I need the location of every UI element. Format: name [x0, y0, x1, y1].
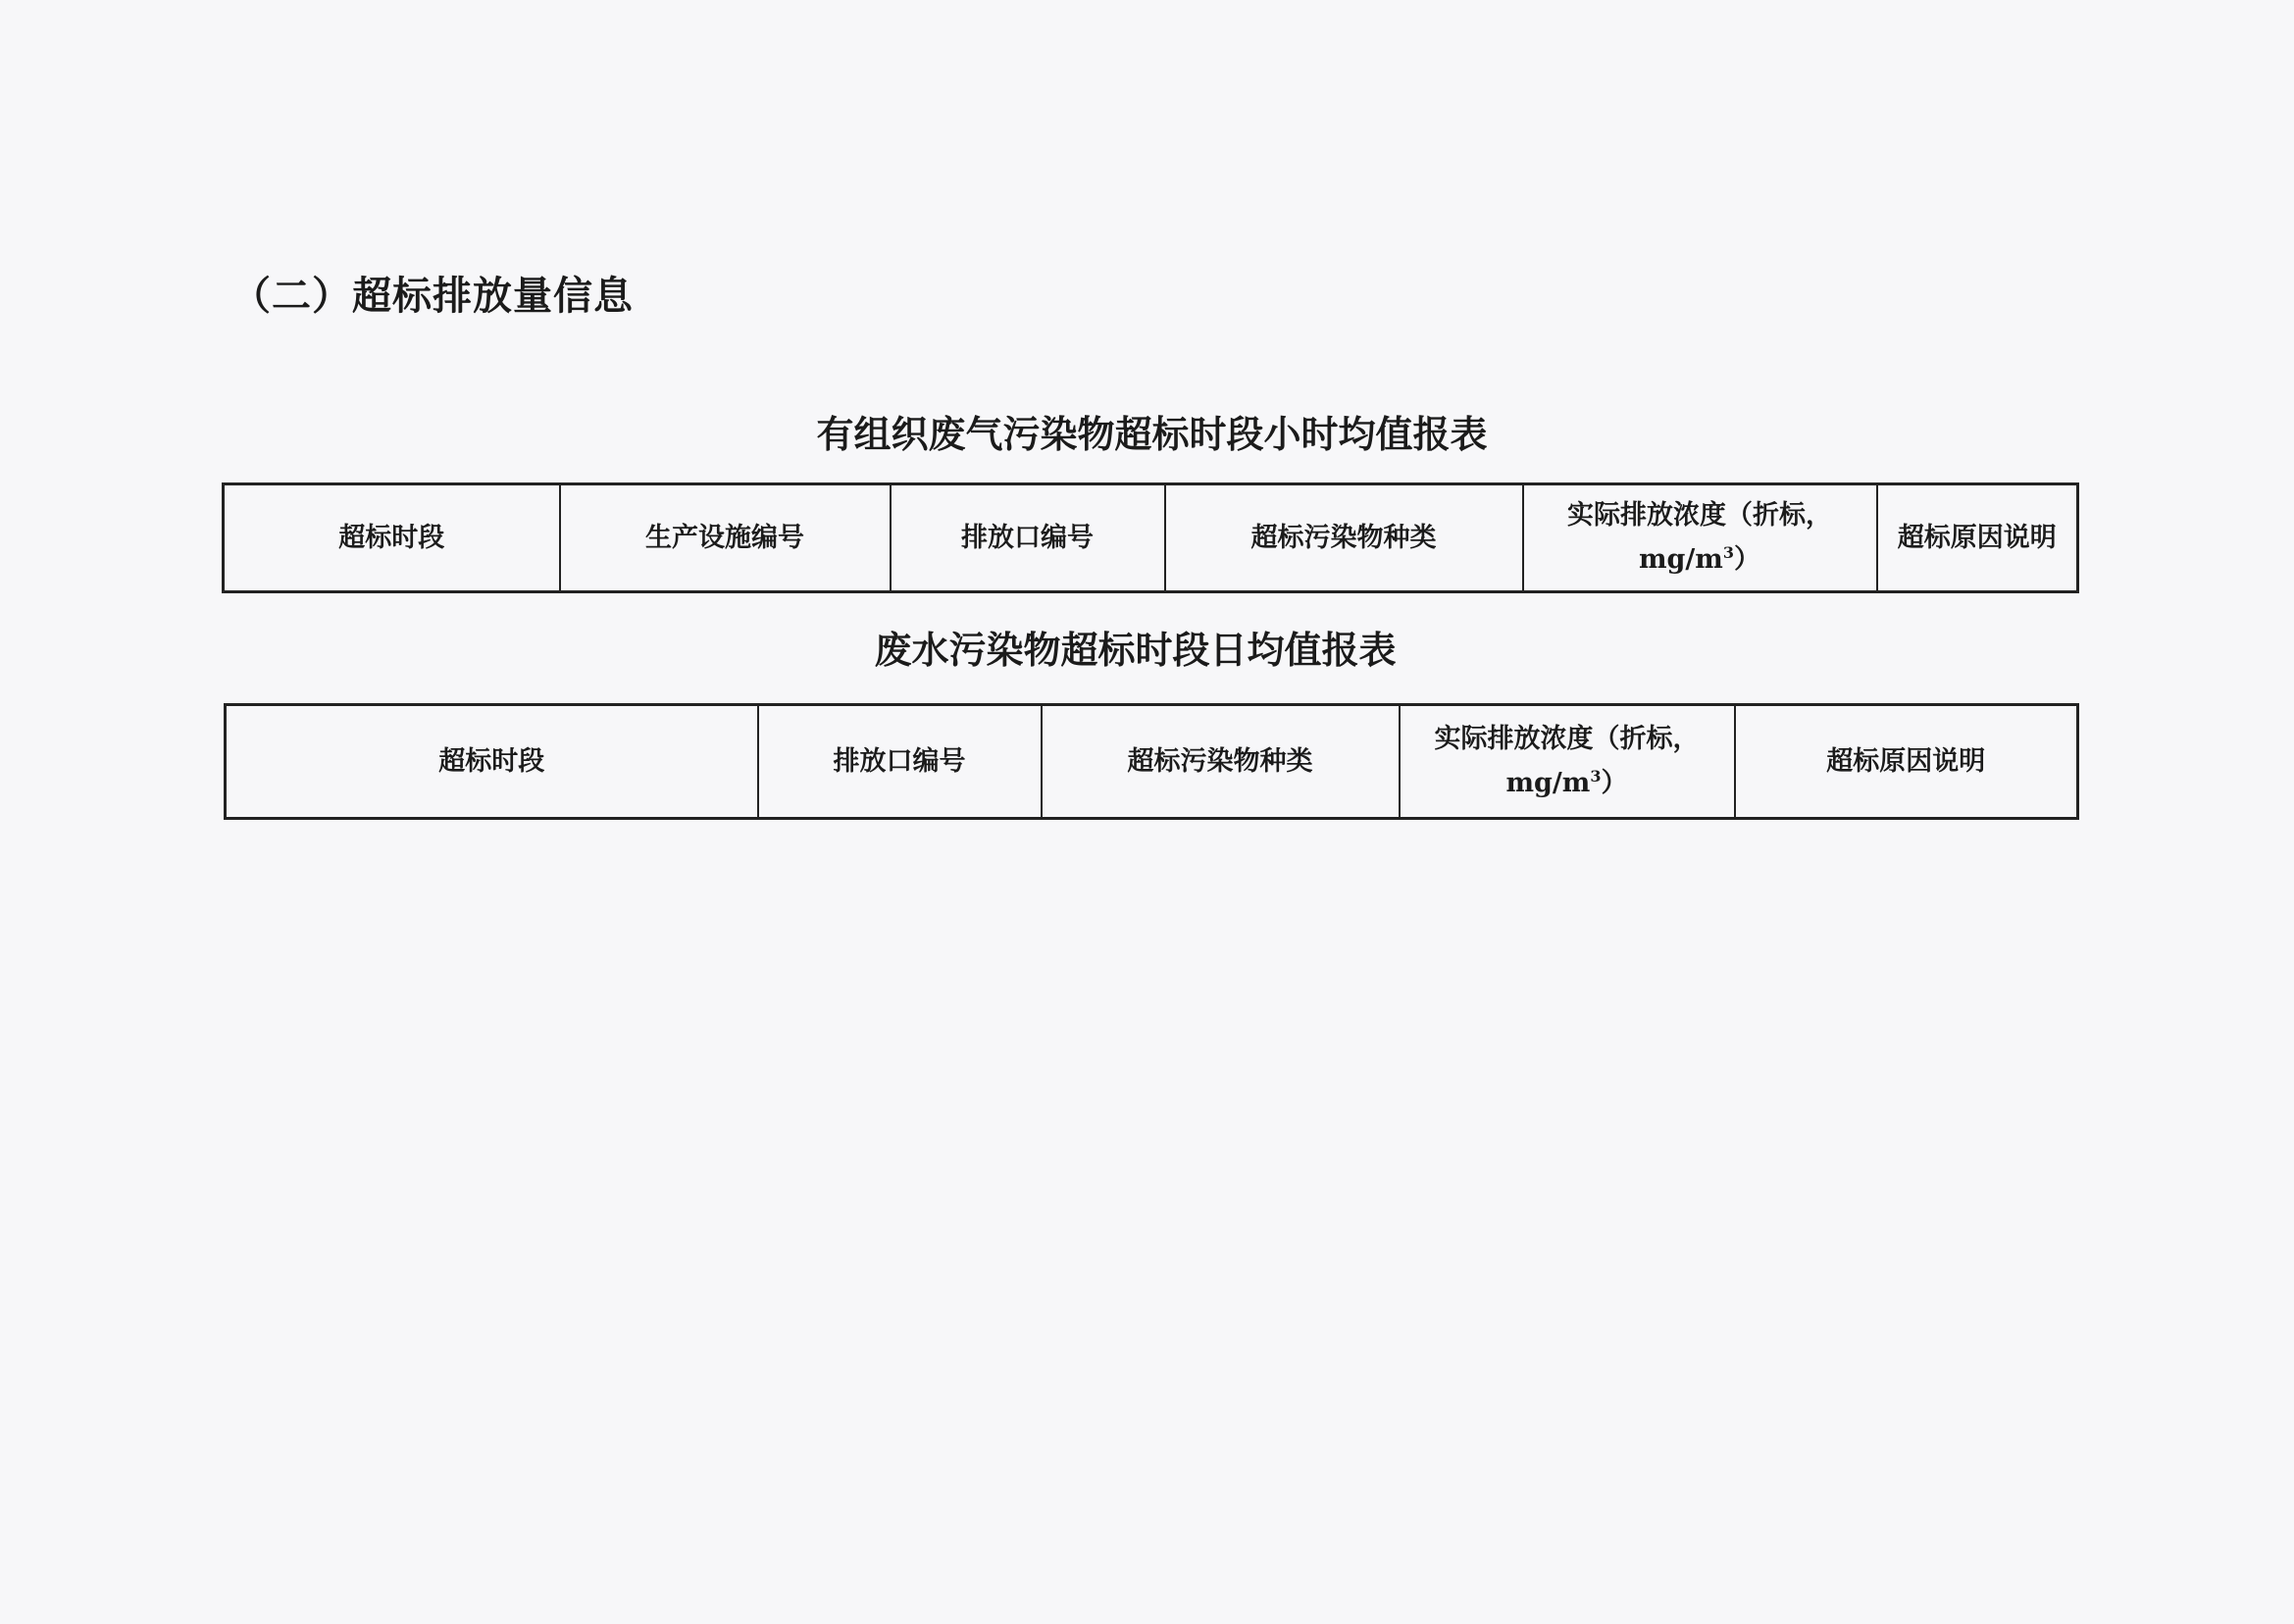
header-concentration-label: 实际排放浓度（折标， — [1567, 500, 1832, 531]
header-pollutant-type: 超标污染物种类 — [1165, 484, 1523, 592]
header-exceed-period: 超标时段 — [226, 705, 758, 819]
header-pollutant-type: 超标污染物种类 — [1042, 705, 1400, 819]
header-outlet-id: 排放口编号 — [891, 484, 1165, 592]
header-exceed-period: 超标时段 — [224, 484, 560, 592]
water-table-title: 废水污染物超标时段日均值报表 — [874, 628, 1397, 672]
header-actual-concentration — [1523, 484, 1877, 592]
header-facility-id: 生产设施编号 — [560, 484, 891, 592]
section-heading: （二）超标排放量信息 — [231, 273, 634, 319]
header-exceed-reason: 超标原因说明 — [1877, 484, 2078, 592]
header-outlet-id: 排放口编号 — [758, 705, 1042, 819]
header-concentration-unit: $mg/m^3$） — [1638, 543, 1761, 575]
header-concentration-unit: $mg/m^3$） — [1505, 767, 1628, 798]
table-header-row — [224, 484, 2078, 592]
gas-hourly-report-table — [222, 482, 2079, 593]
header-exceed-reason: 超标原因说明 — [1735, 705, 2078, 819]
header-actual-concentration — [1400, 705, 1735, 819]
header-concentration-label: 实际排放浓度（折标， — [1434, 724, 1700, 754]
table-header-row — [226, 705, 2078, 819]
gas-table-title: 有组织废气污染物超标时段小时均值报表 — [816, 412, 1488, 456]
water-daily-report-table — [224, 703, 2079, 820]
